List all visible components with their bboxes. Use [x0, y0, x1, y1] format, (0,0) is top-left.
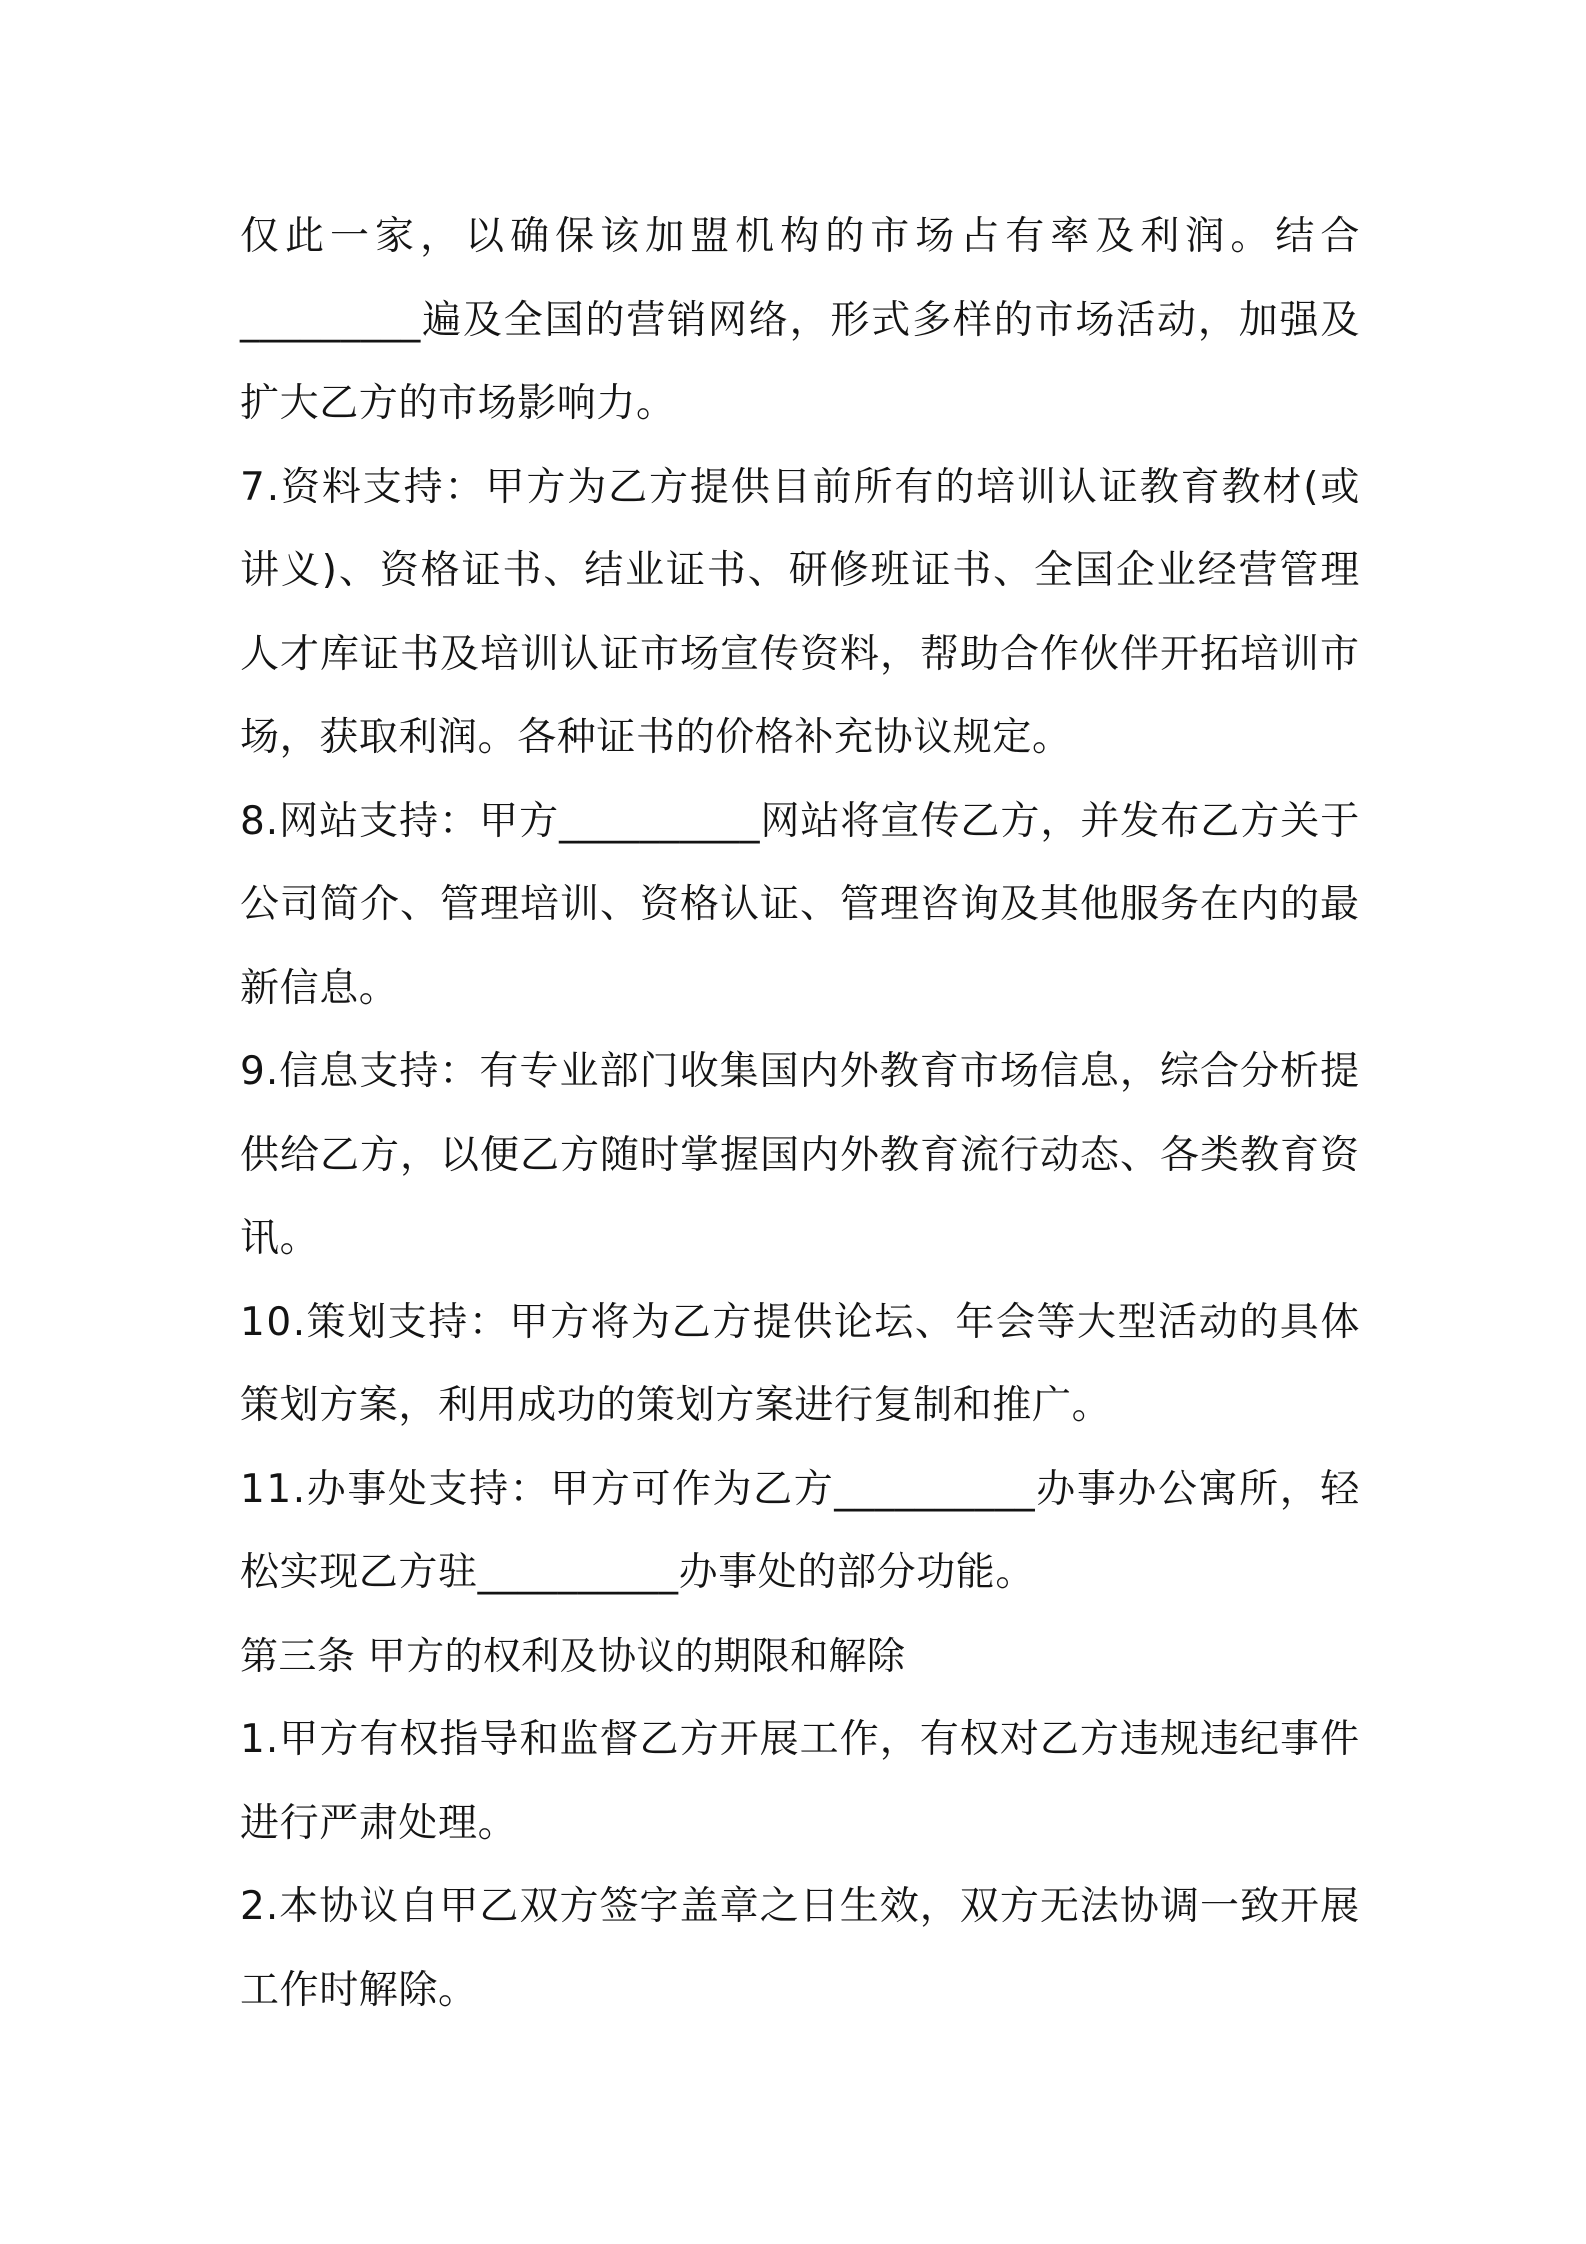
text-line: 工作时解除。 — [240, 1967, 478, 2013]
text-line: 7 . 资 料 支 持 ： 甲 方 为 乙 方 提 供 目 前 所 有 的 培 训 认 证 教 育 教 材 ( 或 — [240, 464, 1360, 510]
text-line: 1 0 . 策 划 支 持 ： 甲 方 将 为 乙 方 提 供 论 坛 、 年 会 等 大 型 活 动 的 具 体 — [240, 1299, 1360, 1345]
text-line: 讯。 — [240, 1216, 320, 1261]
text-line: 公 司 简 介 、 管 理 培 训 、 资 格 认 证 、 管 理 咨 询 及 其 他 服 务 在 内 的 最 — [240, 882, 1360, 927]
text-line: 8 . 网 站 支 持 ： 甲 方 __________ 网 站 将 宣 传 乙 方 ， 并 发 布 乙 方 关 于 — [240, 798, 1360, 844]
text-line: 1 1 . 办 事 处 支 持 ： 甲 方 可 作 为 乙 方 __________ 办 事 办 公 寓 所 ， 轻 — [240, 1466, 1360, 1512]
text-line: 新信息。 — [240, 965, 399, 1011]
text-line: 1 . 甲 方 有 权 指 导 和 监 督 乙 方 开 展 工 作 ， 有 权 对 乙 方 违 规 违 纪 事 件 — [240, 1717, 1360, 1762]
text-line: 2 . 本 协 议 自 甲 乙 双 方 签 字 盖 章 之 日 生 效 ， 双 方 无 法 协 调 一 致 开 展 — [240, 1884, 1360, 1929]
section-heading: 第三条 甲方的权利及协议的期限和解除 — [240, 1633, 906, 1678]
text-line: 人 才 库 证 书 及 培 训 认 证 市 场 宣 传 资 料 ， 帮 助 合 作 伙 伴 开 拓 培 训 市 — [240, 631, 1360, 677]
document-body — [240, 195, 1360, 2032]
text-line: 供 给 乙 方 ， 以 便 乙 方 随 时 掌 握 国 内 外 教 育 流 行 动 态 、 各 类 教 育 资 — [240, 1132, 1360, 1178]
text-line: 场，获取利润。各种证书的价格补充协议规定。 — [240, 715, 1072, 760]
text-line: 松实现乙方驻__________办事处的部分功能。 — [240, 1550, 1036, 1595]
text-line: 9 . 信 息 支 持 ： 有 专 业 部 门 收 集 国 内 外 教 育 市 场 信 息 ， 综 合 分 析 提 — [240, 1049, 1360, 1094]
text-line: 仅 此 一 家 ， 以 确 保 该 加 盟 机 构 的 市 场 占 有 率 及 利 润 。 结 合 — [240, 214, 1360, 259]
text-line: 进行严肃处理。 — [240, 1800, 518, 1846]
text-line: _________ 遍 及 全 国 的 营 销 网 络 ， 形 式 多 样 的 市 场 活 动 ， 加 强 及 — [240, 297, 1360, 343]
text-line: 策划方案，利用成功的策划方案进行复制和推广。 — [240, 1383, 1112, 1428]
text-line: 扩大乙方的市场影响力。 — [240, 381, 676, 426]
text-line: 讲 义 ) 、 资 格 证 书 、 结 业 证 书 、 研 修 班 证 书 、 全 国 企 业 经 营 管 理 — [240, 548, 1360, 593]
